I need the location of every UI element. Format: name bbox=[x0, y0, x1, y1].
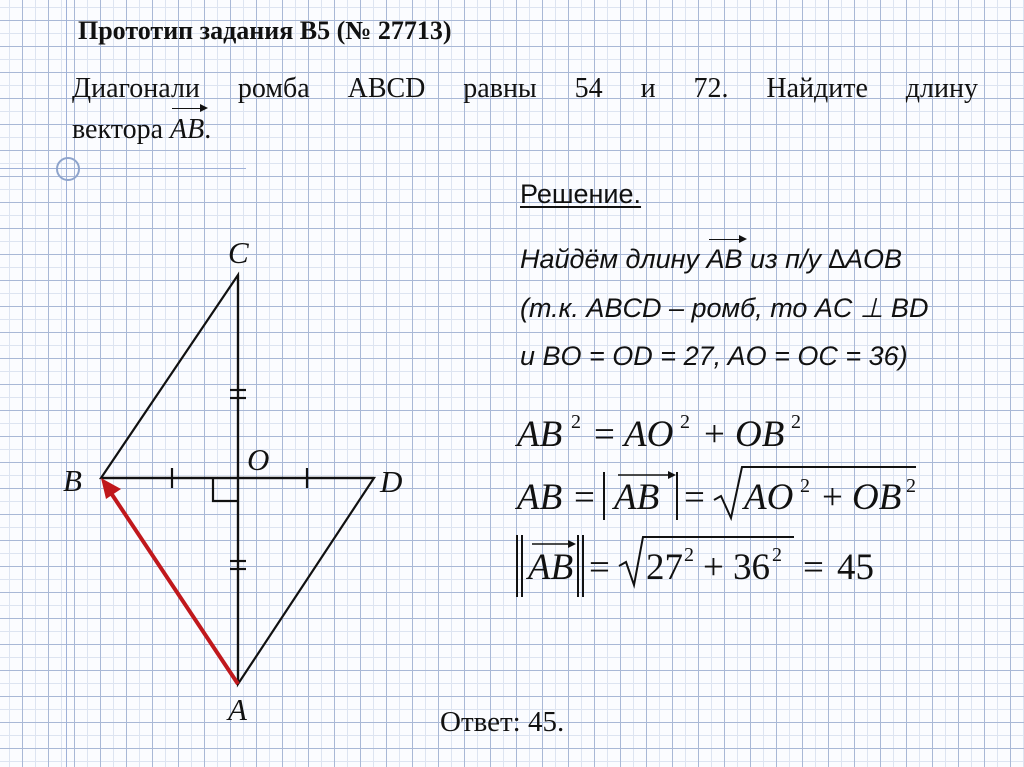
f3-eq-2: = bbox=[803, 547, 824, 588]
problem-period: . bbox=[204, 114, 212, 145]
f3-vec-ab: AB bbox=[528, 547, 574, 588]
formula-1 bbox=[514, 411, 801, 455]
f3-result: 45 bbox=[837, 547, 874, 588]
f3-36: 36 bbox=[733, 547, 770, 588]
f1-exp-1: 2 bbox=[571, 411, 581, 433]
f3-27: 27 bbox=[646, 547, 683, 588]
f3-eq: = bbox=[589, 547, 610, 588]
f2-exp-2: 2 bbox=[906, 475, 916, 497]
f2-ab: AB bbox=[517, 477, 563, 518]
f2-plus: + bbox=[822, 477, 843, 518]
task-title: Прототип задания В5 (№ 27713) bbox=[78, 16, 452, 45]
solution-line-3: и BO = OD = 27, AO = OC = 36) bbox=[520, 341, 908, 371]
label-a: A bbox=[228, 692, 247, 727]
label-b: B bbox=[63, 463, 82, 498]
f1-eq: = bbox=[594, 414, 615, 455]
f2-eq-1: = bbox=[574, 477, 595, 518]
formula-2 bbox=[514, 467, 916, 520]
label-c: C bbox=[228, 235, 249, 270]
problem-vector-ab: AB bbox=[170, 114, 205, 145]
solution-line-2: (т.к. ABCD – ромб, то AC ⊥ BD bbox=[520, 293, 929, 323]
vector-ab-line bbox=[109, 490, 238, 684]
f2-exp-1: 2 bbox=[800, 475, 810, 497]
solution-heading: Решение. bbox=[520, 179, 642, 209]
problem-vector-prefix: вектора bbox=[72, 114, 164, 145]
f2-vec-ab: AB bbox=[614, 477, 660, 518]
solution-line-1-suffix: из п/у ∆AOB bbox=[750, 244, 903, 274]
solution-vector-ab: AB bbox=[706, 244, 743, 274]
label-o: O bbox=[247, 442, 270, 477]
answer: Ответ: 45. bbox=[440, 706, 565, 738]
problem-line-1: Диагонали ромба ABCD равны 54 и 72. Найдите длину bbox=[72, 73, 978, 104]
f3-plus: + bbox=[703, 547, 724, 588]
formula-3 bbox=[517, 535, 874, 597]
f2-eq-2: = bbox=[684, 477, 705, 518]
f1-ob: OB bbox=[735, 414, 785, 455]
solution-line-1 bbox=[520, 244, 902, 275]
f3-exp-2: 2 bbox=[772, 544, 782, 566]
label-d: D bbox=[380, 464, 403, 499]
f2-ob: OB bbox=[852, 477, 902, 518]
f1-ab: AB bbox=[517, 414, 563, 455]
f3-exp-1: 2 bbox=[684, 544, 694, 566]
f1-plus: + bbox=[704, 414, 725, 455]
f1-exp-3: 2 bbox=[791, 411, 801, 433]
f2-ao: AO bbox=[744, 477, 794, 518]
f1-ao: AO bbox=[624, 414, 674, 455]
f1-exp-2: 2 bbox=[680, 411, 690, 433]
solution-line-1-prefix: Найдём длину bbox=[520, 244, 700, 274]
right-angle-mark bbox=[213, 478, 238, 501]
